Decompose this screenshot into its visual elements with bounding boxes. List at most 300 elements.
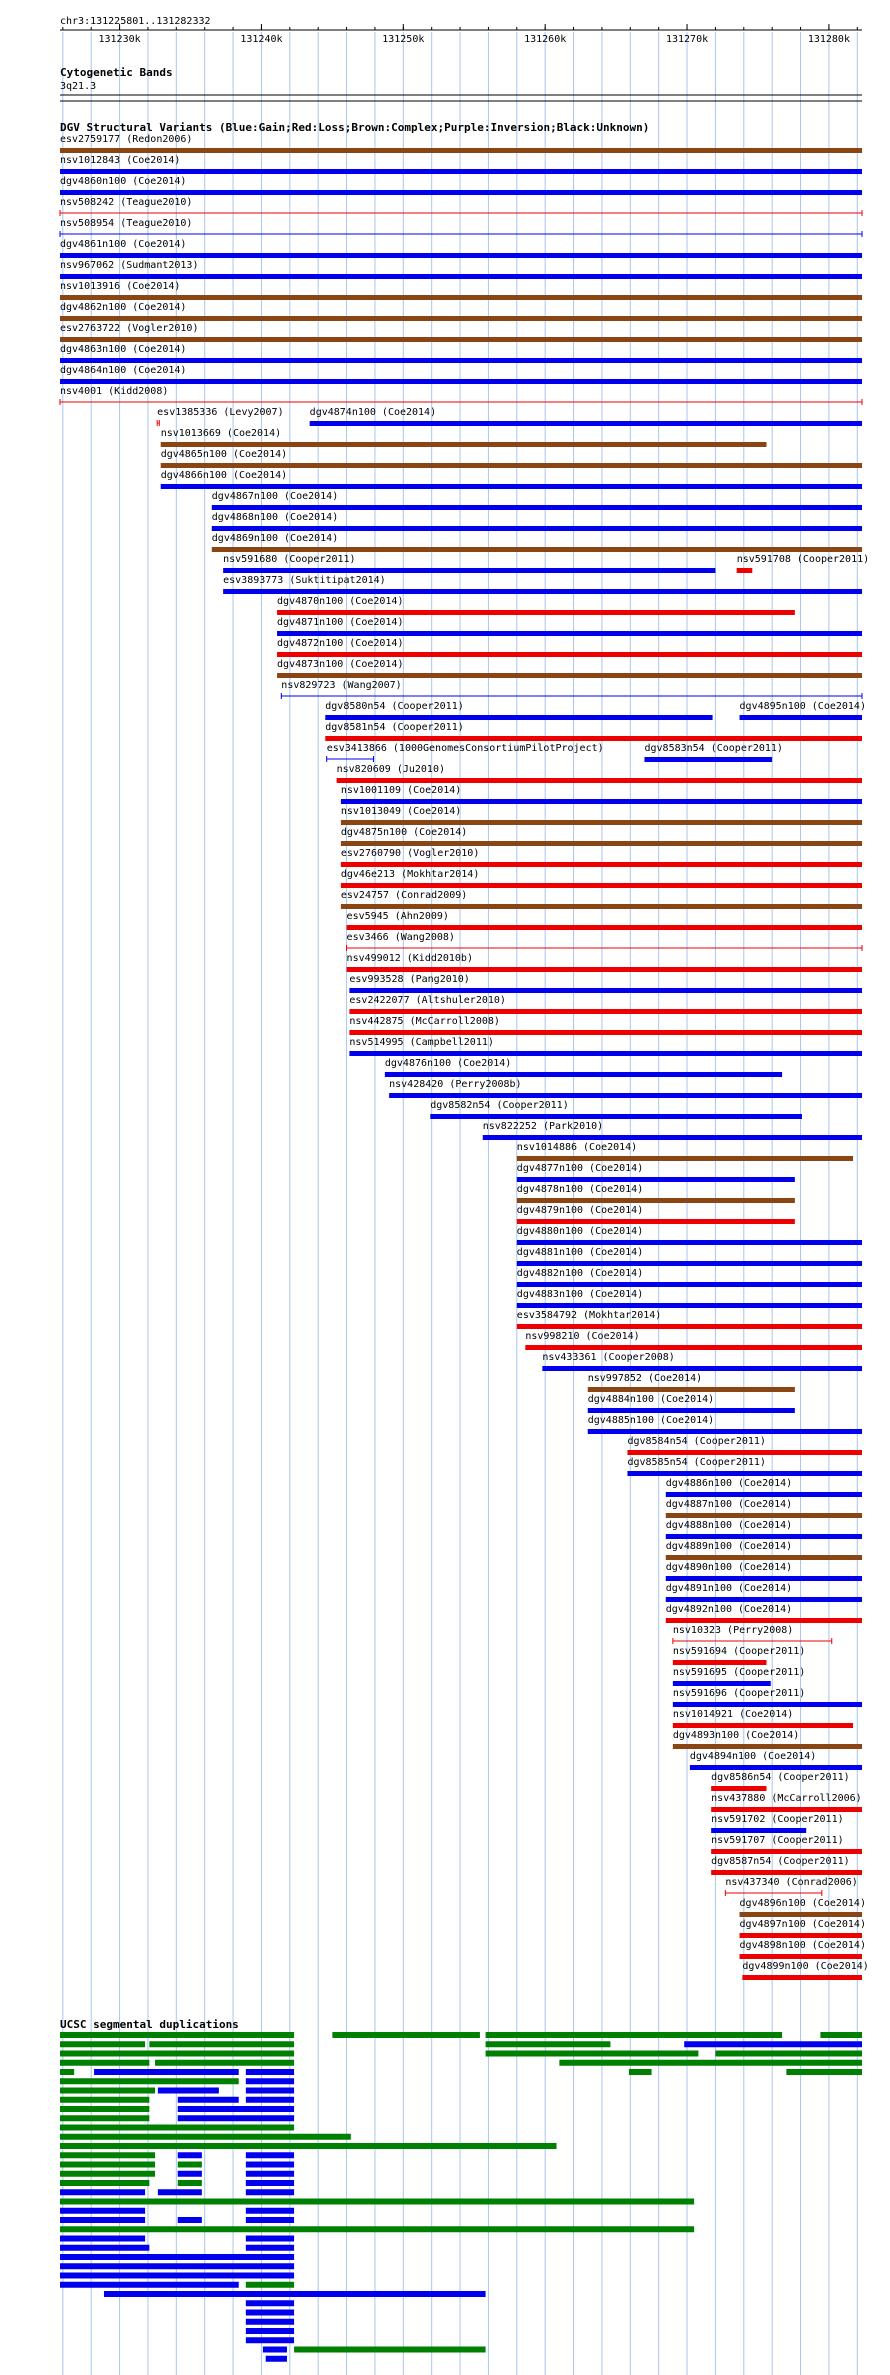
segdup-feature[interactable] [94,2069,239,2075]
variant-label: nsv591702 (Cooper2011) [711,1814,844,1825]
segdup-feature[interactable] [60,2051,294,2057]
variant-feature[interactable] [327,743,604,762]
variant-label: esv1385336 (Levy2007) [157,407,284,418]
variant-bar[interactable] [60,169,862,174]
variant-feature[interactable] [588,1415,862,1434]
variant-bar[interactable] [60,379,862,384]
variant-bar[interactable] [341,799,862,804]
variant-feature[interactable] [347,932,862,951]
variant-feature[interactable] [347,911,862,930]
variant-bar[interactable] [627,1471,862,1476]
segdup-feature[interactable] [60,2226,694,2232]
variant-label: nsv820609 (Ju2010) [336,764,446,775]
variant-feature[interactable] [673,1688,862,1707]
variant-label: dgv4898n100 (Coe2014) [739,1940,866,1951]
ruler-tick-label: 131280k [807,34,850,45]
variant-feature[interactable] [325,722,862,741]
variant-feature[interactable] [517,1205,795,1224]
segdup-feature[interactable] [246,2337,294,2343]
variant-bar[interactable] [277,610,795,615]
variant-bar[interactable] [277,673,862,678]
variant-feature[interactable] [588,1394,795,1413]
segdup-feature[interactable] [486,2051,699,2057]
variant-bar[interactable] [310,421,862,426]
variant-bar[interactable] [525,1345,862,1350]
segdup-feature[interactable] [60,2097,149,2103]
variant-bar[interactable] [517,1261,862,1266]
variant-bar[interactable] [542,1366,862,1371]
segdup-feature[interactable] [246,2162,294,2168]
variant-label: esv3584792 (Mokhtar2014) [516,1310,662,1321]
variant-label: nsv967062 (Sudmant2013) [60,260,199,271]
variant-feature[interactable] [277,638,862,657]
variant-feature[interactable] [60,218,862,237]
segdup-feature[interactable] [178,2217,202,2223]
variant-bar[interactable] [385,1072,782,1077]
variant-feature[interactable] [517,1163,795,1182]
variant-label: dgv4890n100 (Coe2014) [665,1562,793,1573]
variant-label: dgv4893n100 (Coe2014) [672,1730,800,1741]
variant-label: dgv8580n54 (Cooper2011) [325,701,464,712]
variant-label: dgv4875n100 (Coe2014) [340,827,468,838]
variant-bar[interactable] [740,715,862,720]
ruler-tick-label: 131230k [98,34,141,45]
segdup-feature[interactable] [246,2310,294,2316]
variant-feature[interactable] [690,1751,862,1770]
variant-label: dgv4868n100 (Coe2014) [211,512,339,523]
variant-feature[interactable] [711,1793,862,1812]
variant-label: esv3893773 (Suktitipat2014) [223,575,386,586]
segdup-feature[interactable] [246,2180,294,2186]
segdup-feature[interactable] [158,2189,202,2195]
variant-feature[interactable] [349,995,862,1014]
variant-feature[interactable] [277,596,795,615]
segdup-feature[interactable] [60,2143,557,2149]
variant-feature[interactable] [673,1709,853,1728]
variant-bar[interactable] [517,1303,862,1308]
variant-feature[interactable] [627,1436,862,1455]
variant-bar[interactable] [666,1534,862,1539]
dgv-track-title: DGV Structural Variants (Blue:Gain;Red:Loss;Brown:Complex;Purple:Inversion;Black:Unknown) [60,121,650,134]
variant-feature[interactable] [740,1940,866,1959]
variant-feature[interactable] [627,1457,862,1476]
variant-label: dgv4867n100 (Coe2014) [211,491,339,502]
variant-bar[interactable] [737,568,753,573]
variant-label: dgv4896n100 (Coe2014) [739,1898,866,1909]
variant-feature[interactable] [60,365,862,384]
segdup-feature[interactable] [266,2356,287,2362]
segdup-feature[interactable] [246,2282,294,2288]
segdup-feature[interactable] [60,2208,145,2214]
variant-bar[interactable] [666,1555,862,1560]
segdup-feature[interactable] [60,2245,149,2251]
variant-label: nsv1013669 (Coe2014) [160,428,282,439]
segdup-feature[interactable] [60,2152,155,2158]
segdup-feature[interactable] [246,2097,294,2103]
variant-bar[interactable] [277,652,862,657]
variant-feature[interactable] [666,1541,862,1560]
segdup-feature[interactable] [60,2088,155,2094]
variant-bar[interactable] [349,988,862,993]
variant-feature[interactable] [740,701,866,720]
variant-feature[interactable] [742,1961,868,1980]
variant-bar[interactable] [644,757,772,762]
variant-bar[interactable] [60,295,862,300]
variant-feature[interactable] [161,470,862,489]
variant-feature[interactable] [673,1667,805,1686]
variant-label: nsv1014921 (Coe2014) [672,1709,794,1720]
variant-label: dgv8586n54 (Cooper2011) [711,1772,850,1783]
segdup-feature[interactable] [178,2171,202,2177]
variant-label: nsv433361 (Cooper2008) [542,1352,675,1363]
segdup-feature[interactable] [155,2060,294,2066]
variant-feature[interactable] [673,1730,862,1749]
variant-label: nsv591708 (Cooper2011) [736,554,870,565]
variant-feature[interactable] [737,554,869,573]
segdup-feature[interactable] [246,2078,294,2084]
variant-label: nsv1013049 (Coe2014) [340,806,462,817]
variant-feature[interactable] [666,1562,862,1581]
variant-bar[interactable] [341,862,862,867]
variant-feature[interactable] [223,554,715,573]
segdup-feature[interactable] [178,2106,294,2112]
segdup-feature[interactable] [178,2162,202,2168]
segdup-feature[interactable] [263,2347,287,2353]
variant-feature[interactable] [673,1625,832,1644]
variant-label: dgv46e213 (Mokhtar2014) [340,869,480,880]
variant-bar[interactable] [711,1828,806,1833]
segdup-feature[interactable] [60,2106,149,2112]
variant-label: nsv1014886 (Coe2014) [516,1142,638,1153]
segdup-feature[interactable] [60,2236,145,2242]
segdup-feature[interactable] [820,2032,862,2038]
variant-bar[interactable] [673,1681,771,1686]
segdup-feature[interactable] [629,2069,652,2075]
variant-feature[interactable] [60,386,862,405]
variant-bar[interactable] [588,1387,795,1392]
variant-feature[interactable] [60,281,862,300]
variant-label: dgv4861n100 (Coe2014) [60,239,187,250]
variant-bar[interactable] [517,1198,795,1203]
ruler-tick-label: 131270k [665,34,709,45]
variant-bar[interactable] [673,1744,862,1749]
variant-feature[interactable] [161,428,767,447]
variant-feature[interactable] [644,743,782,762]
variant-feature[interactable] [517,1142,853,1161]
variant-feature[interactable] [310,407,862,426]
variant-bar[interactable] [517,1240,862,1245]
variant-bar[interactable] [673,1723,853,1728]
variant-feature[interactable] [349,1016,862,1035]
variant-feature[interactable] [666,1499,862,1518]
variant-label: nsv508954 (Teague2010) [60,218,193,229]
variant-label: nsv822252 (Park2010) [482,1121,604,1132]
segdup-feature[interactable] [684,2041,862,2047]
segdup-feature[interactable] [60,2171,155,2177]
segdup-feature[interactable] [486,2032,783,2038]
variant-bar[interactable] [347,967,862,972]
variant-bar[interactable] [666,1492,862,1497]
segdup-feature[interactable] [294,2347,486,2353]
variant-feature[interactable] [325,701,712,720]
variant-label: nsv591707 (Cooper2011) [711,1835,844,1846]
variant-bar[interactable] [161,484,862,489]
variant-feature[interactable] [60,134,862,153]
variant-label: esv5945 (Ahn2009) [346,911,449,922]
variant-feature[interactable] [60,197,862,216]
variant-feature[interactable] [60,302,862,321]
variant-label: esv993528 (Pang2010) [349,974,470,985]
variant-label: dgv4897n100 (Coe2014) [739,1919,866,1930]
variant-feature[interactable] [517,1247,862,1266]
segdup-track[interactable] [60,2032,862,2362]
variant-label: dgv4863n100 (Coe2014) [60,344,187,355]
variant-bar[interactable] [627,1450,862,1455]
ruler-tick-label: 131260k [524,34,567,45]
variant-bar[interactable] [740,1954,862,1959]
variant-bar[interactable] [277,631,862,636]
variant-label: dgv4869n100 (Coe2014) [211,533,339,544]
variant-feature[interactable] [385,1058,782,1077]
variant-bar[interactable] [430,1114,802,1119]
variant-feature[interactable] [666,1583,862,1602]
segdup-feature[interactable] [60,2125,294,2131]
variant-feature[interactable] [60,176,862,195]
variant-feature[interactable] [60,344,862,363]
variant-feature[interactable] [542,1352,862,1371]
variant-label: nsv997852 (Coe2014) [587,1373,703,1384]
variant-bar[interactable] [666,1618,862,1623]
segdup-feature[interactable] [158,2088,219,2094]
variant-feature[interactable] [60,260,862,279]
variant-bar[interactable] [60,253,862,258]
variant-label: nsv591696 (Cooper2011) [672,1688,806,1699]
variant-label: dgv8583n54 (Cooper2011) [644,743,783,754]
segdup-feature[interactable] [60,2180,149,2186]
segdup-feature[interactable] [246,2152,294,2158]
variant-bar[interactable] [341,883,862,888]
variant-bar[interactable] [673,1702,862,1707]
variant-label: nsv499012 (Kidd2010b) [346,953,473,964]
variant-feature[interactable] [483,1121,862,1140]
variant-bar[interactable] [341,904,862,909]
segdup-feature[interactable] [60,2217,145,2223]
variant-bar[interactable] [690,1765,862,1770]
segdup-feature[interactable] [246,2300,294,2306]
variant-bar[interactable] [223,589,862,594]
variant-bar[interactable] [212,505,862,510]
variant-label: nsv1012843 (Coe2014) [60,155,181,166]
variant-feature[interactable] [212,512,862,531]
variant-bar[interactable] [517,1177,795,1182]
variant-bar[interactable] [212,526,862,531]
variant-feature[interactable] [588,1373,795,1392]
variant-bar[interactable] [161,442,767,447]
variant-feature[interactable] [430,1100,802,1119]
segdup-feature[interactable] [715,2051,862,2057]
segdup-feature[interactable] [60,2282,239,2288]
variant-feature[interactable] [673,1646,805,1665]
variant-feature[interactable] [517,1268,862,1287]
segdup-feature[interactable] [246,2319,294,2325]
segdup-feature[interactable] [486,2041,611,2047]
segdup-feature[interactable] [60,2060,149,2066]
variant-bar[interactable] [517,1219,795,1224]
variant-label: dgv4889n100 (Coe2014) [665,1541,793,1552]
variant-bar[interactable] [347,925,862,930]
variant-feature[interactable] [349,974,862,993]
variant-feature[interactable] [223,575,862,594]
segdup-feature[interactable] [60,2189,145,2195]
variant-bar[interactable] [325,715,712,720]
variant-bar[interactable] [588,1408,795,1413]
segdup-feature[interactable] [104,2291,486,2297]
segdup-feature[interactable] [60,2134,351,2140]
variant-bar[interactable] [223,568,715,573]
segdup-feature[interactable] [60,2254,294,2260]
variant-bar[interactable] [212,547,862,552]
variant-feature[interactable] [517,1184,795,1203]
segdup-feature[interactable] [60,2041,145,2047]
variant-label: nsv437340 (Conrad2006) [725,1877,858,1888]
dgv-track[interactable] [60,134,869,1980]
variant-feature[interactable] [60,155,862,174]
variant-label: nsv428420 (Perry2008b) [389,1079,522,1090]
segdup-track-title: UCSC segmental duplications [60,2018,239,2031]
variant-bar[interactable] [740,1912,862,1917]
segdup-feature[interactable] [60,2069,74,2075]
variant-feature[interactable] [337,764,862,783]
variant-feature[interactable] [212,491,862,510]
variant-feature[interactable] [389,1079,862,1098]
variant-bar[interactable] [389,1093,862,1098]
variant-feature[interactable] [60,323,862,342]
variant-feature[interactable] [517,1289,862,1308]
variant-feature[interactable] [666,1520,862,1539]
variant-feature[interactable] [666,1604,862,1623]
segdup-feature[interactable] [60,2199,694,2205]
segdup-feature[interactable] [60,2162,155,2168]
segdup-feature[interactable] [149,2041,294,2047]
variant-feature[interactable] [517,1226,862,1245]
variant-label: dgv4877n100 (Coe2014) [516,1163,644,1174]
variant-bar[interactable] [60,337,862,342]
variant-bar[interactable] [325,736,862,741]
variant-bar[interactable] [483,1135,862,1140]
variant-feature[interactable] [711,1835,862,1854]
variant-bar[interactable] [341,820,862,825]
segdup-feature[interactable] [60,2273,294,2279]
segdup-feature[interactable] [246,2217,294,2223]
variant-feature[interactable] [281,680,862,699]
variant-feature[interactable] [711,1814,843,1833]
segdup-feature[interactable] [178,2115,294,2121]
variant-label: esv24757 (Conrad2009) [340,890,468,901]
variant-bar[interactable] [740,1933,862,1938]
variant-bar[interactable] [673,1660,767,1665]
segdup-feature[interactable] [178,2097,239,2103]
variant-feature[interactable] [161,449,862,468]
variant-bar[interactable] [60,274,862,279]
segdup-feature[interactable] [246,2236,294,2242]
segdup-feature[interactable] [246,2171,294,2177]
variant-bar[interactable] [341,841,862,846]
variant-label: dgv4894n100 (Coe2014) [689,1751,817,1762]
variant-feature[interactable] [60,239,862,258]
variant-label: nsv998210 (Coe2014) [525,1331,640,1342]
segdup-feature[interactable] [60,2078,239,2084]
variant-feature[interactable] [277,659,862,678]
variant-bar[interactable] [60,148,862,153]
variant-bar[interactable] [517,1156,853,1161]
segdup-feature[interactable] [178,2180,202,2186]
segdup-feature[interactable] [786,2069,862,2075]
variant-bar[interactable] [711,1807,862,1812]
variant-bar[interactable] [742,1975,862,1980]
variant-bar[interactable] [711,1849,862,1854]
segdup-feature[interactable] [246,2208,294,2214]
segdup-feature[interactable] [246,2069,294,2075]
variant-feature[interactable] [725,1877,857,1896]
variant-feature[interactable] [740,1919,866,1938]
variant-bar[interactable] [666,1576,862,1581]
segdup-feature[interactable] [60,2032,294,2038]
variant-bar[interactable] [60,358,862,363]
variant-label: dgv8587n54 (Cooper2011) [711,1856,850,1867]
segdup-feature[interactable] [178,2152,202,2158]
variant-label: dgv4885n100 (Coe2014) [587,1415,715,1426]
variant-bar[interactable] [60,190,862,195]
variant-feature[interactable] [666,1478,862,1497]
variant-bar[interactable] [711,1870,862,1875]
variant-label: nsv442875 (McCarroll2008) [349,1016,500,1027]
variant-bar[interactable] [517,1282,862,1287]
variant-bar[interactable] [517,1324,862,1329]
variant-feature[interactable] [517,1310,862,1329]
variant-bar[interactable] [349,1030,862,1035]
variant-bar[interactable] [588,1429,862,1434]
segdup-feature[interactable] [60,2263,294,2269]
variant-feature[interactable] [212,533,862,552]
variant-label: dgv4865n100 (Coe2014) [160,449,288,460]
segdup-feature[interactable] [246,2245,294,2251]
variant-label: dgv4866n100 (Coe2014) [160,470,288,481]
segdup-feature[interactable] [60,2115,149,2121]
segdup-feature[interactable] [559,2060,862,2066]
variant-bar[interactable] [161,463,862,468]
variant-feature[interactable] [711,1856,862,1875]
segdup-feature[interactable] [332,2032,480,2038]
variant-feature[interactable] [740,1898,866,1917]
variant-feature[interactable] [349,1037,862,1056]
variant-feature[interactable] [277,617,862,636]
variant-bar[interactable] [349,1051,862,1056]
variant-label: dgv8584n54 (Cooper2011) [627,1436,766,1447]
variant-feature[interactable] [347,953,862,972]
variant-bar[interactable] [337,778,862,783]
variant-bar[interactable] [666,1513,862,1518]
variant-bar[interactable] [349,1009,862,1014]
variant-label: dgv4879n100 (Coe2014) [516,1205,644,1216]
variant-bar[interactable] [711,1786,766,1791]
variant-bar[interactable] [666,1597,862,1602]
segdup-feature[interactable] [246,2189,294,2195]
segdup-feature[interactable] [246,2088,294,2094]
variant-label: dgv4888n100 (Coe2014) [665,1520,793,1531]
segdup-feature[interactable] [246,2328,294,2334]
variant-feature[interactable] [525,1331,862,1350]
variant-bar[interactable] [60,316,862,321]
